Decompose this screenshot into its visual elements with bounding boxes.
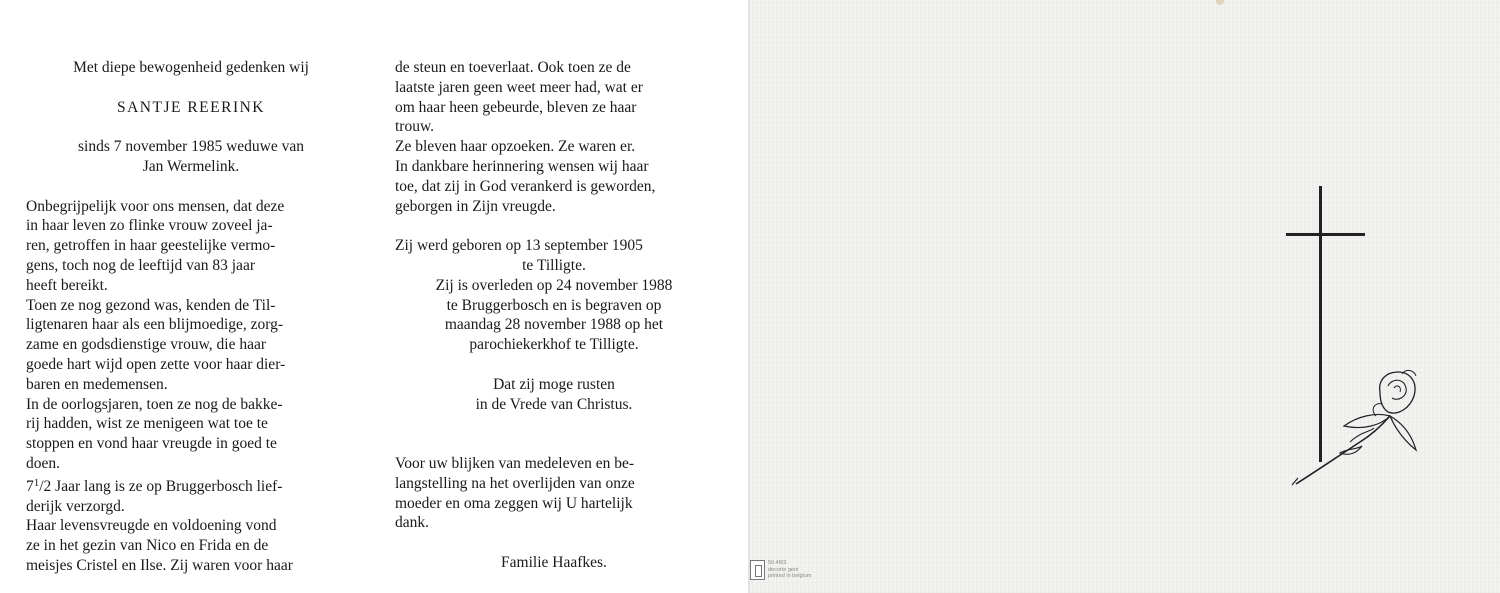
text-line: Onbegrijpelijk voor ons mensen, dat deze [26, 197, 285, 215]
text-line: de steun en toeverlaat. Ook toen ze de [395, 59, 631, 76]
deceased-name: SANTJE REERINK [116, 98, 265, 116]
text-line: ze in het gezin van Nico en Frida en de [26, 537, 269, 555]
text-line: meisjes Cristel en Ilse. Zij waren voor haar [26, 556, 293, 574]
birth-line-1: Zij werd geboren op 13 september 1905 [395, 237, 643, 255]
left-text-column [26, 58, 356, 576]
thanks-line: dank. [395, 514, 430, 532]
text-line: laatste jaren geen weet meer had, wat er [395, 78, 643, 96]
text-line: toe, dat zij in God verankerd is geworden, [395, 177, 656, 195]
text-line: goede hart wijd open zette voor haar dier- [26, 355, 286, 373]
text-line: ligtenaren haar als een blijmoedige, zorg- [26, 316, 284, 334]
text-line: Toen ze nog gezond was, kenden de Til- [26, 296, 276, 314]
text-line: doen. [26, 454, 61, 472]
text-line: rij hadden, wist ze menigeen wat toe te [26, 415, 268, 433]
widow-line-2: Jan Wermelink. [142, 157, 240, 175]
card-cover-panel [748, 0, 1500, 593]
printer-origin: printed in belgium [768, 573, 812, 579]
card-inside-panel [0, 0, 748, 593]
text-line: In dankbare herinnering wensen wij haar [395, 157, 649, 175]
text-line: stoppen en vond haar vreugde in goed te [26, 435, 277, 453]
text-line: Haar levensvreugde en voldoening vond [26, 517, 277, 535]
right-text-column [395, 58, 713, 573]
death-line: te Bruggerbosch en is begraven op [446, 296, 662, 314]
text-line: ren, getroffen in haar geestelijke vermo- [26, 237, 276, 255]
text-line: zame en godsdienstige vrouw, die haar [26, 336, 267, 354]
text-line: heeft bereikt. [26, 276, 108, 294]
text-line: Ze bleven haar opzoeken. Ze waren er. [395, 138, 636, 156]
fraction-numerator: 1 [33, 476, 40, 489]
right-body-text [395, 58, 713, 216]
text-line: trouw. [395, 118, 435, 136]
family-signature: Familie Haafkes. [501, 553, 607, 571]
printer-mark [750, 558, 830, 586]
printer-logo-icon [750, 560, 765, 580]
text-line: baren en medemensen. [26, 375, 168, 393]
thanks-line: langstelling na het overlijden van onze [395, 474, 635, 492]
printer-name: decorte gent [768, 566, 799, 573]
thanks-line: Voor uw blijken van medeleven en be- [395, 454, 635, 472]
rest-line: in de Vrede van Christus. [475, 395, 633, 413]
thanks-line: moeder en oma zeggen wij U hartelijk [395, 494, 633, 512]
text-line: geborgen in Zijn vreugde. [395, 197, 556, 215]
rest-line: Dat zij moge rusten [493, 375, 615, 393]
death-line: parochiekerkhof te Tilligte. [469, 336, 639, 354]
paper-stain [1216, 0, 1224, 5]
text-line: gens, toch nog de leeftijd van 83 jaar [26, 256, 255, 274]
intro-line: Met diepe bewogenheid gedenken wij [73, 59, 309, 76]
text-line: In de oorlogsjaren, toen ze nog de bakke- [26, 395, 283, 413]
text-line: derijk verzorgd. [26, 497, 125, 515]
death-line: Zij is overleden op 24 november 1988 [435, 276, 673, 294]
cross-with-rose-icon [1278, 180, 1448, 490]
printer-code: 50.48/3 [768, 560, 787, 566]
death-line: maandag 28 november 1988 op het [444, 316, 664, 334]
left-body-text [26, 197, 356, 576]
text-line: in haar leven zo flinke vrouw zoveel ja- [26, 217, 273, 235]
fold-line [748, 0, 750, 593]
birth-line-2: te Tilligte. [522, 256, 586, 274]
widow-line-1: sinds 7 november 1985 weduwe van [78, 138, 304, 156]
text-line: om haar heen gebeurde, bleven ze haar [395, 98, 637, 116]
care-duration-line: $7^1/2$ Jaar lang is ze op Bruggerbosch lief- [26, 476, 283, 495]
